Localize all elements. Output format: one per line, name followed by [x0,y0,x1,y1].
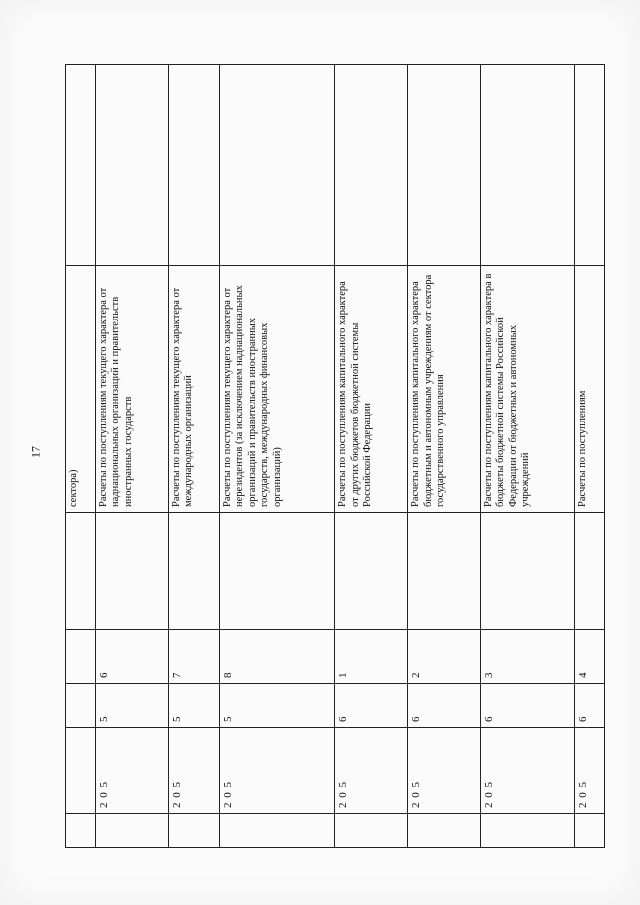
cell-digit-2: 6 [95,630,168,684]
cell-description: Расчеты по поступлениям капитального характера в бюджеты бюджетной системы Российской Федерации от бюджетных и автономных учреждений [480,266,574,513]
cell-blank-gap [95,513,168,630]
cell-code: 2 0 5 [575,728,605,814]
cell-blank-gap [480,513,574,630]
cell-code: 2 0 5 [95,728,168,814]
cell-blank-right [66,65,96,266]
cell-description: Расчеты по поступлениям капитального характера бюджетным и автономным учреждениям от сектора государственного управления [408,266,481,513]
cell-blank-right [335,65,408,266]
cell-digit-2: 7 [168,630,219,684]
cell-blank [480,814,574,848]
table-row-header [66,65,96,848]
cell-digit-1: 5 [219,684,335,728]
cell-description: Расчеты по поступлениям текущего характера от международных организаций [168,266,219,513]
cell-blank [66,814,96,848]
cell-blank [335,814,408,848]
cell-digit-2: 2 [408,630,481,684]
cell-blank-gap [66,513,96,630]
cell-blank-right [168,65,219,266]
cell-description: Расчеты по поступлениям капитального характера от других бюджетов бюджетной системы Российской Федерации [335,266,408,513]
cell-blank [408,814,481,848]
cell-digit-1: 6 [408,684,481,728]
cell-blank-right [219,65,335,266]
cell-digit-1: 6 [335,684,408,728]
cell-blank-gap [408,513,481,630]
table-row [335,65,408,848]
page-number: 17 [28,446,43,458]
cell-digit-2: 1 [335,630,408,684]
cell-description: сектора) [66,266,96,513]
cell-blank-right [408,65,481,266]
cell-description: Расчеты по поступлениям [575,266,605,513]
table-row [408,65,481,848]
cell-digit-1: 5 [168,684,219,728]
table-row [168,65,219,848]
cell-code: 2 0 5 [168,728,219,814]
cell-blank-gap [219,513,335,630]
cell-digit-2: 8 [219,630,335,684]
cell-blank-right [480,65,574,266]
table-row [95,65,168,848]
cell-blank [219,814,335,848]
cell-description: Расчеты по поступлениям текущего характера от наднациональных организаций и правительств иностранных государств [95,266,168,513]
cell-code [66,728,96,814]
cell-digit-1: 5 [95,684,168,728]
cell-digit-2: 4 [575,630,605,684]
cell-code: 2 0 5 [219,728,335,814]
cell-blank-right [95,65,168,266]
cell-digit-1 [66,684,96,728]
account-codes-table [65,64,605,848]
cell-blank [95,814,168,848]
cell-digit-2: 3 [480,630,574,684]
cell-blank-gap [168,513,219,630]
cell-blank-right [575,65,605,266]
cell-code: 2 0 5 [480,728,574,814]
cell-description: Расчеты по поступлениям текущего характера от нерезидентов (за исключением наднациональных организаций и правительств иностранных государств, международных финансовых организаций) [219,266,335,513]
cell-code: 2 0 5 [408,728,481,814]
cell-blank-gap [335,513,408,630]
cell-blank-gap [575,513,605,630]
table-row [480,65,574,848]
table-row [219,65,335,848]
cell-blank [575,814,605,848]
table-row [575,65,605,848]
cell-code: 2 0 5 [335,728,408,814]
rotated-table-container [65,64,605,848]
cell-blank [168,814,219,848]
cell-digit-2 [66,630,96,684]
cell-digit-1: 6 [480,684,574,728]
cell-digit-1: 6 [575,684,605,728]
